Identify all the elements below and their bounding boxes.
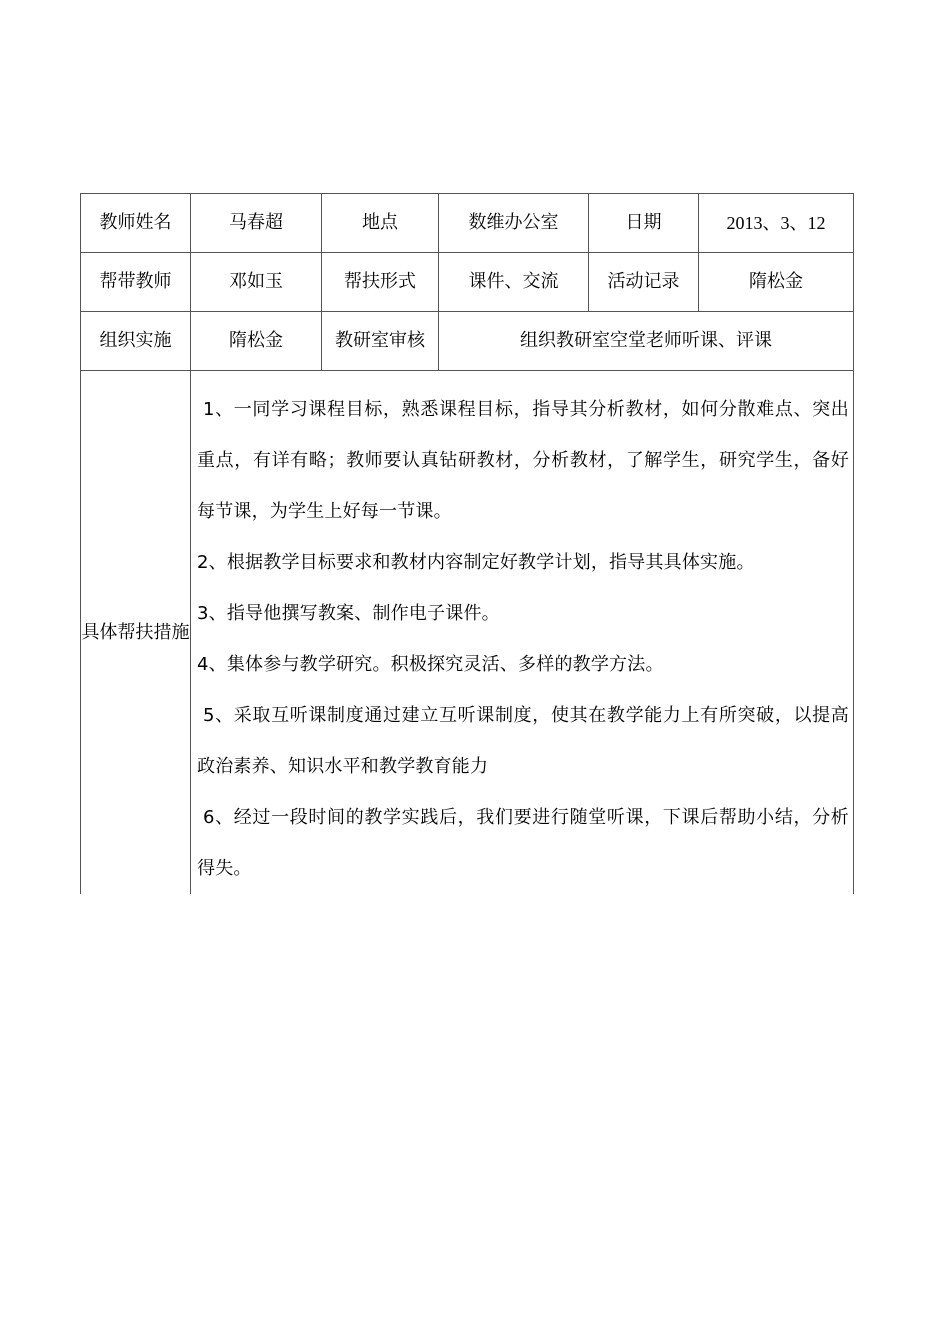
review-value: 组织教研室空堂老师听课、评课 — [439, 312, 854, 371]
measure-item-2: 2、根据教学目标要求和教材内容制定好教学计划，指导其具体实施。 — [197, 552, 755, 573]
organizer-value: 隋松金 — [191, 312, 322, 371]
form-row-teacher — [81, 194, 854, 253]
measure-item-4: 4、集体参与教学研究。积极探究灵活、多样的教学方法。 — [197, 654, 664, 675]
mentor-label: 帮带教师 — [81, 253, 191, 312]
date-value: 2013、3、12 — [699, 194, 854, 253]
assist-form-label: 帮扶形式 — [322, 253, 439, 312]
form-row-organizer — [81, 312, 854, 371]
location-label: 地点 — [322, 194, 439, 253]
measure-item-3: 3、指导他撰写教案、制作电子课件。 — [197, 603, 500, 624]
form-row-measures — [81, 371, 854, 895]
measures-label: 具体帮扶措施 — [81, 371, 191, 895]
organizer-label: 组织实施 — [81, 312, 191, 371]
measure-item-5: 5、采取互听课制度通过建立互听课制度，使其在教学能力上有所突破，以提高政治素养、知识水平和教学教育能力 — [197, 705, 849, 777]
teacher-name-value: 马春超 — [191, 194, 322, 253]
assist-form-value: 课件、交流 — [439, 253, 589, 312]
activity-record-label: 活动记录 — [589, 253, 699, 312]
form-row-mentor — [81, 253, 854, 312]
review-label: 教研室审核 — [322, 312, 439, 371]
teacher-name-label: 教师姓名 — [81, 194, 191, 253]
mentor-value: 邓如玉 — [191, 253, 322, 312]
form-table — [80, 193, 854, 894]
activity-record-value: 隋松金 — [699, 253, 854, 312]
date-label: 日期 — [589, 194, 699, 253]
location-value: 数维办公室 — [439, 194, 589, 253]
measure-item-1: 1、一同学习课程目标，熟悉课程目标，指导其分析教材，如何分散难点、突出重点，有详有略；教师要认真钻研教材，分析教材，了解学生，研究学生，备好每节课，为学生上好每一节课。 — [197, 399, 849, 522]
measure-item-6: 6、经过一段时间的教学实践后，我们要进行随堂听课，下课后帮助小结，分析得失。 — [197, 807, 849, 879]
mentoring-record-form — [80, 193, 853, 894]
measures-body — [191, 371, 854, 895]
